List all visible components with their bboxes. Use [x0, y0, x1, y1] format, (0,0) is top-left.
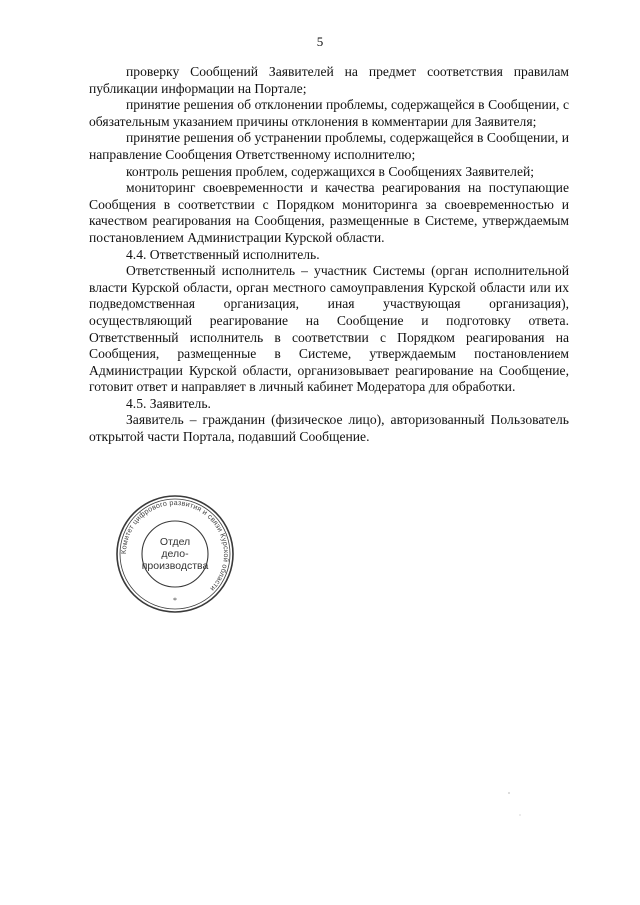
stamp-line: Отдел [159, 536, 191, 548]
stamp-ring-text: Комитет цифрового развития и связи Курской области [118, 497, 232, 594]
paragraph: принятие решения об устранении проблемы, содержащейся в Сообщении, и направление Сообщения Ответственному исполнителю; [89, 130, 569, 162]
section-heading: 4.4. Ответственный исполнитель. [126, 246, 320, 262]
stamp-line: производства [141, 560, 209, 572]
stamp-line: дело- [161, 548, 189, 560]
paragraph: принятие решения об отклонении проблемы, содержащейся в Сообщении, с обязательным указанием причины отклонения в комментарии для Заявителя; [89, 97, 569, 129]
paragraph: Ответственный исполнитель – участник Системы (орган исполнительной власти Курской области, орган местного самоуправления Курской области или их подведомственная организация, иная участвующая организация), осуществляющий реагирование на Сообщение и подготовку ответа. Ответственный исполнитель в соответствии с Порядком реагирования на Сообщения, размещенные в Системе, утверждаемым постановлением Администрации Курской области, организовывает реагирование на Сообщение, готовит ответ и направляет в личный кабинет Модератора для обработки. [89, 263, 569, 395]
paragraph: Заявитель – гражданин (физическое лицо), авторизованный Пользователь открытой части Портала, подавший Сообщение. [89, 412, 569, 445]
paragraph: проверку Сообщений Заявителей на предмет соответствия правилам публикации информации на Портале; [89, 64, 569, 96]
paragraph: мониторинг своевременности и качества реагирования на поступающие Сообщения в соответствии с Порядком мониторинга за своевременностью и качеством реагирования на Сообщения, размещенные в Системе, утверждаемым постановлением Администрации Курской области. [89, 180, 569, 245]
stamp-star-icon: * [173, 596, 177, 605]
page-number: 5 [316, 34, 324, 49]
section-heading: 4.5. Заявитель. [126, 395, 211, 411]
paragraph: контроль решения проблем, содержащихся в Сообщениях Заявителей; [126, 163, 535, 179]
